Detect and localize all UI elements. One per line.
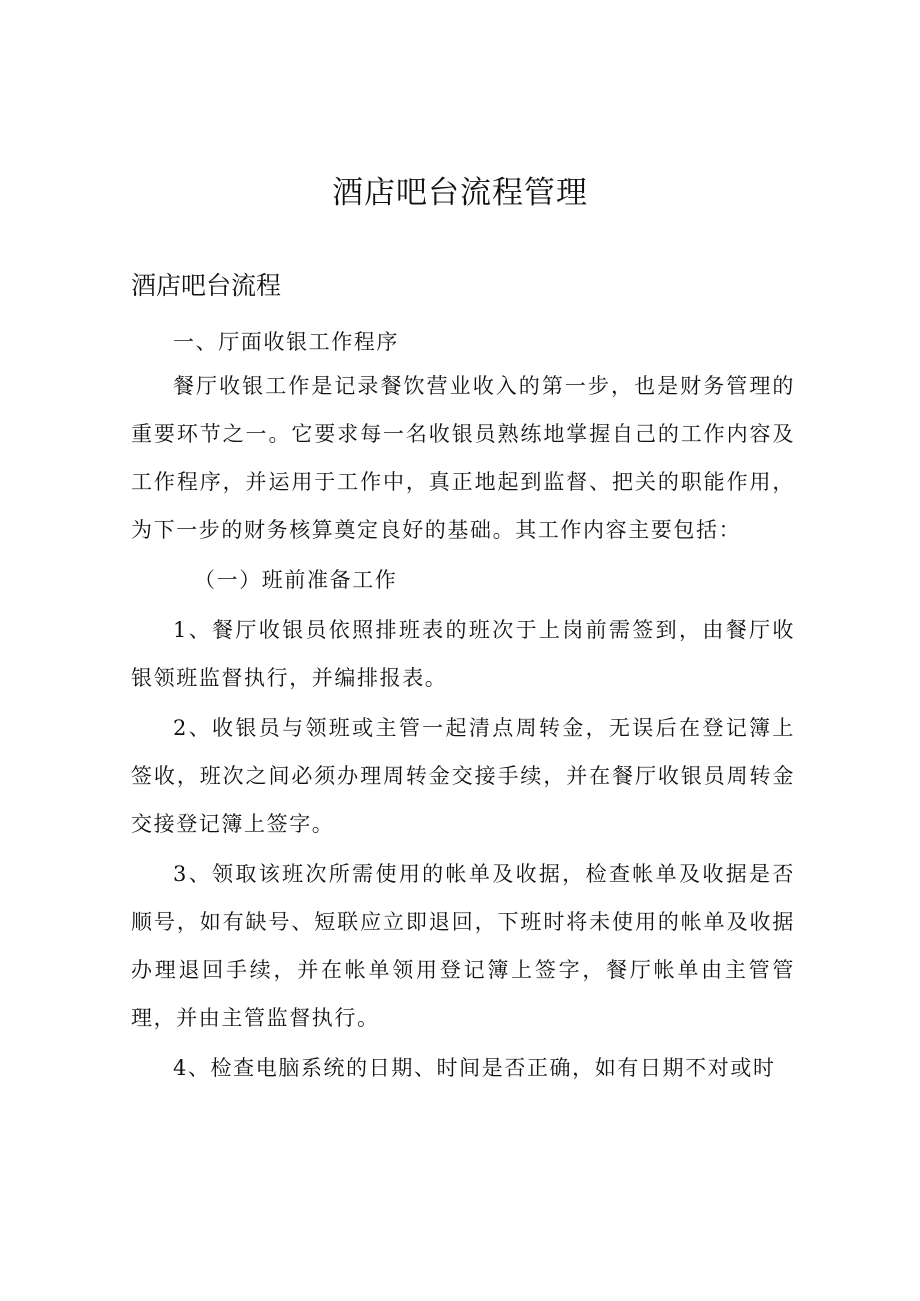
subsection-heading-pre-shift: （一）班前准备工作 <box>194 568 398 592</box>
list-item-3: 3、领取该班次所需使用的帐单及收据，检查帐单及收据是否顺号，如有缺号、短联应立即退回，下班时将未使用的帐单及收据办理退回手续，并在帐单领用登记簿上签字，餐厅帐单由主管管理，并由主管监督执行。 <box>131 862 795 1030</box>
list-item-2: 2、收银员与领班或主管一起清点周转金，无误后在登记簿上签收，班次之间必须办理周转金交接手续，并在餐厅收银员周转金交接登记簿上签字。 <box>131 716 795 836</box>
list-item-4: 4、检查电脑系统的日期、时间是否正确，如有日期不对或时 <box>173 1056 776 1080</box>
list-item-1: 1、餐厅收银员依照排班表的班次于上岗前需签到，由餐厅收银领班监督执行，并编排报表。 <box>131 618 795 690</box>
subsection-heading-cashier-procedure: 一、厅面收银工作程序 <box>173 330 399 354</box>
section-heading: 酒店吧台流程 <box>131 271 282 300</box>
document-title: 酒店吧台流程管理 <box>332 175 588 211</box>
intro-paragraph: 餐厅收银工作是记录餐饮营业收入的第一步，也是财务管理的重要环节之一。它要求每一名收银员熟练地掌握自己的工作内容及工作程序，并运用于工作中，真正地起到监督、把关的职能作用，为下一步的财务核算奠定良好的基础。其工作内容主要包括： <box>131 374 795 542</box>
